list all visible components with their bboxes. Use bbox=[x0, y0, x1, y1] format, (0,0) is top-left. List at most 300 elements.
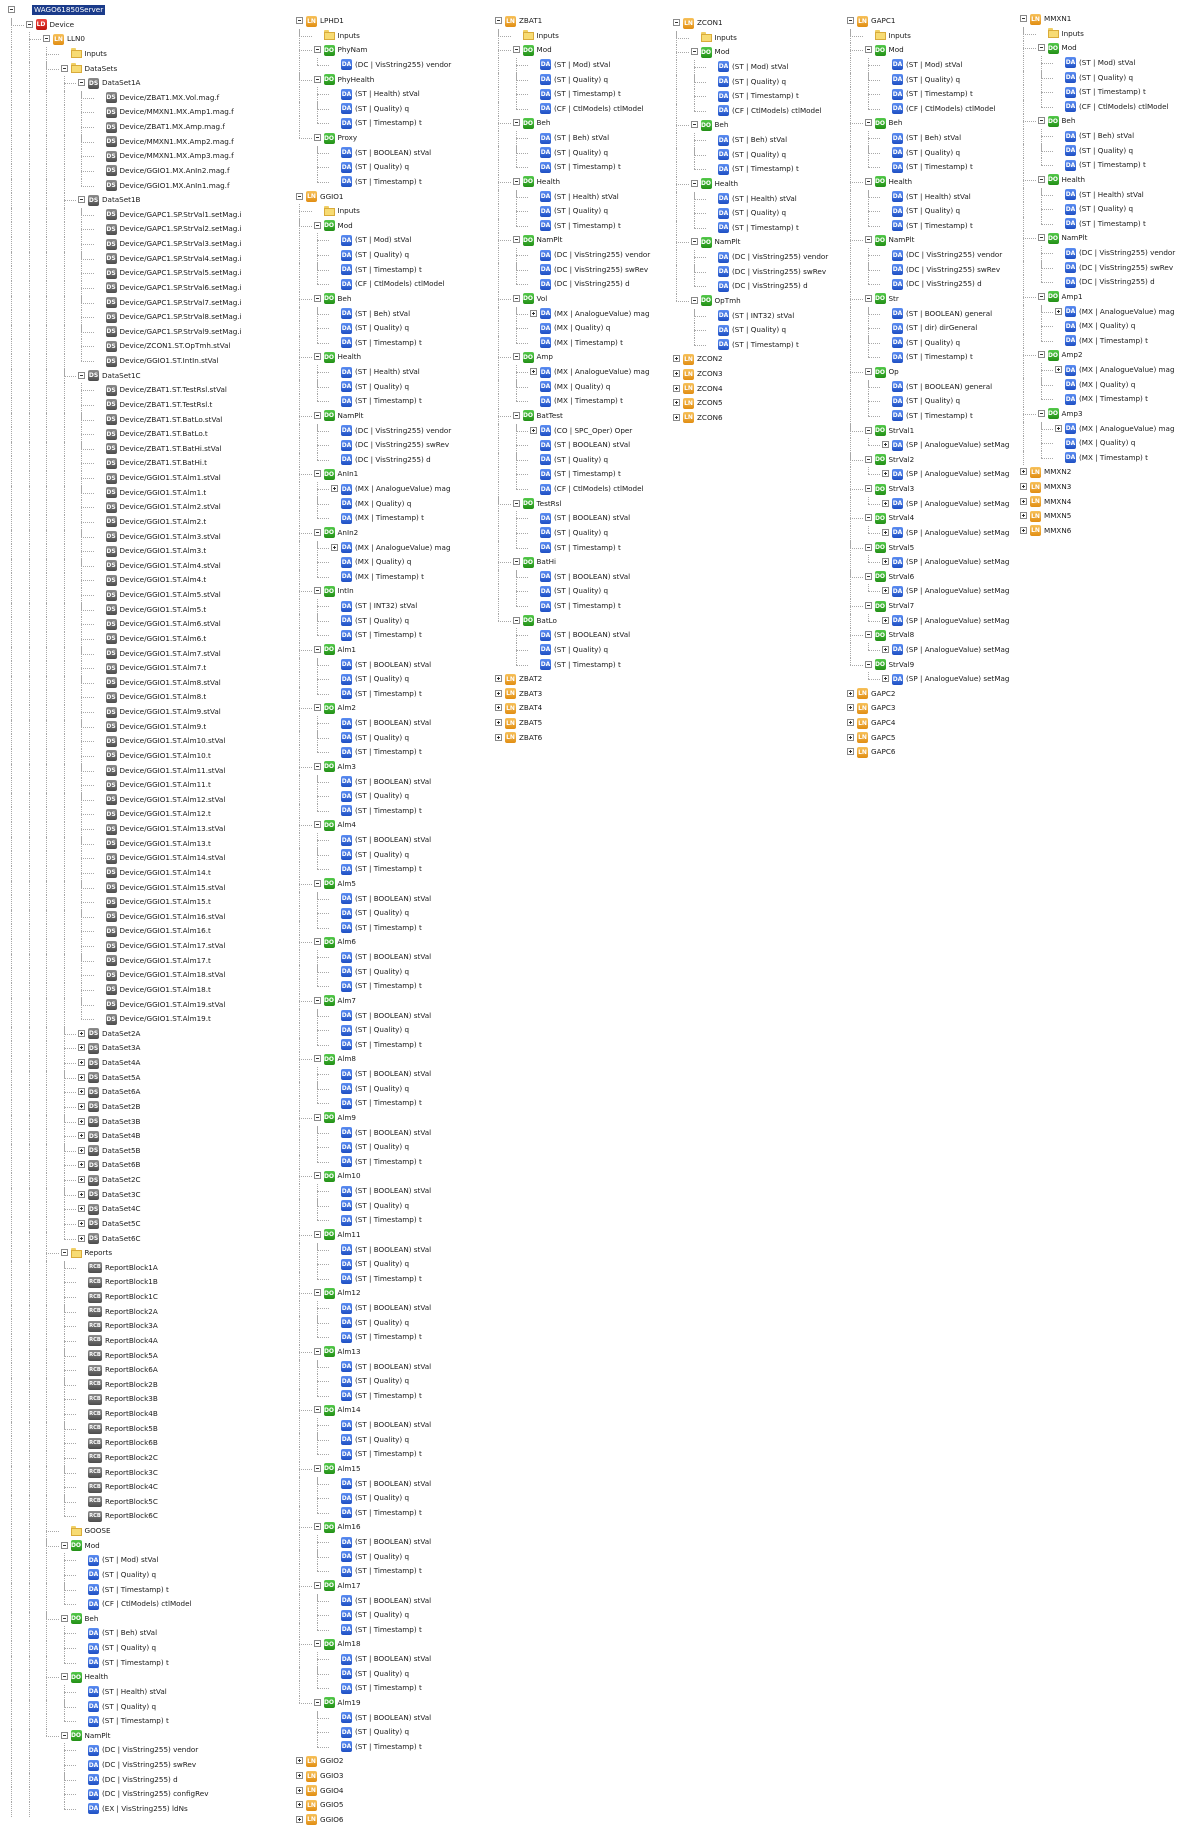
collapse-icon[interactable] bbox=[1038, 117, 1045, 124]
expand-icon[interactable] bbox=[296, 1772, 303, 1779]
expand-icon[interactable] bbox=[673, 370, 680, 377]
expand-icon[interactable] bbox=[847, 734, 854, 741]
expand-icon[interactable] bbox=[673, 399, 680, 406]
data-attribute-icon: DA bbox=[892, 397, 903, 405]
tree-guide-line bbox=[81, 135, 82, 142]
collapse-icon[interactable] bbox=[1038, 351, 1045, 358]
tree-node-label: Device bbox=[49, 19, 75, 29]
tree-node-label: DataSet4B bbox=[102, 1131, 141, 1141]
expand-icon[interactable] bbox=[882, 558, 889, 565]
collapse-icon[interactable] bbox=[314, 46, 321, 53]
collapse-icon[interactable] bbox=[61, 1542, 68, 1549]
tree-node-label: (ST | BOOLEAN) stVal bbox=[355, 1712, 432, 1722]
tree-guide-line bbox=[498, 182, 511, 183]
tree-guide-line bbox=[64, 1765, 77, 1766]
tree-node-label: Device/GGIO1.ST.Alm8.t bbox=[119, 692, 207, 702]
collapse-icon[interactable] bbox=[513, 295, 520, 302]
tree-node-label: (ST | Quality) q bbox=[906, 206, 961, 216]
tree-guide-line bbox=[516, 270, 529, 271]
collapse-icon[interactable] bbox=[314, 821, 321, 828]
tree-guide-line bbox=[299, 1403, 300, 1410]
collapse-icon[interactable] bbox=[314, 412, 321, 419]
expand-icon[interactable] bbox=[1020, 512, 1027, 519]
collapse-icon[interactable] bbox=[865, 631, 872, 638]
tree-node-label: MMXN3 bbox=[1044, 482, 1072, 491]
collapse-icon[interactable] bbox=[865, 485, 872, 492]
expand-icon[interactable] bbox=[78, 1161, 85, 1168]
logical-node-icon: LN bbox=[684, 355, 693, 363]
data-attribute-icon: DA bbox=[540, 61, 551, 69]
collapse-icon[interactable] bbox=[865, 456, 872, 463]
expand-icon[interactable] bbox=[78, 1191, 85, 1198]
collapse-icon[interactable] bbox=[1020, 15, 1027, 22]
collapse-icon[interactable] bbox=[1038, 410, 1045, 417]
collapse-icon[interactable] bbox=[61, 1249, 68, 1256]
expand-icon[interactable] bbox=[882, 500, 889, 507]
collapse-icon[interactable] bbox=[61, 65, 68, 72]
tree-guide-line bbox=[11, 1056, 12, 1071]
collapse-icon[interactable] bbox=[865, 236, 872, 243]
expand-icon[interactable] bbox=[78, 1176, 85, 1183]
tree-node-label: (ST | Mod) stVal bbox=[906, 59, 963, 69]
expand-icon[interactable] bbox=[296, 1787, 303, 1794]
collapse-icon[interactable] bbox=[673, 19, 680, 26]
collapse-icon[interactable] bbox=[314, 1465, 321, 1472]
collapse-icon[interactable] bbox=[314, 353, 321, 360]
collapse-icon[interactable] bbox=[691, 48, 698, 55]
collapse-icon[interactable] bbox=[513, 617, 520, 624]
collapse-icon[interactable] bbox=[314, 763, 321, 770]
tree-guide-line bbox=[676, 221, 677, 236]
tree-guide-line bbox=[317, 1337, 330, 1338]
tree-node-label: Device/ZBAT1.ST.BatLo.stVal bbox=[119, 414, 223, 424]
tree-guide-line bbox=[317, 1367, 330, 1368]
collapse-icon[interactable] bbox=[691, 180, 698, 187]
collapse-icon[interactable] bbox=[314, 1231, 321, 1238]
data-attribute-icon: DA bbox=[341, 836, 352, 844]
tree-node-label: Device/ZBAT1.MX.Amp.mag.f bbox=[119, 122, 225, 131]
data-attribute-icon: DA bbox=[540, 544, 551, 551]
collapse-icon[interactable] bbox=[314, 646, 321, 653]
tree-guide-line bbox=[29, 1188, 30, 1203]
expand-icon[interactable] bbox=[1020, 483, 1027, 490]
tree-guide-line bbox=[676, 45, 677, 52]
tree-guide-line bbox=[516, 343, 529, 344]
tree-guide-line bbox=[868, 167, 881, 168]
collapse-icon[interactable] bbox=[314, 704, 321, 711]
tree-guide-line bbox=[29, 1524, 30, 1539]
tree-guide-line bbox=[81, 507, 94, 508]
collapse-icon[interactable] bbox=[314, 1289, 321, 1296]
collapse-icon[interactable] bbox=[314, 1523, 321, 1530]
collapse-icon[interactable] bbox=[1038, 293, 1045, 300]
expand-icon[interactable] bbox=[882, 470, 889, 477]
tree-node-label: Alm4 bbox=[337, 820, 356, 830]
tree-guide-line bbox=[850, 219, 851, 234]
expand-icon[interactable] bbox=[331, 544, 338, 551]
tree-node-label: Alm1 bbox=[337, 644, 356, 654]
tree-guide-line bbox=[299, 825, 312, 826]
tree-guide-line bbox=[46, 91, 47, 106]
tree-guide-line bbox=[46, 749, 47, 764]
data-attribute-icon: DA bbox=[540, 470, 551, 478]
collapse-icon[interactable] bbox=[513, 119, 520, 126]
tree-guide-line bbox=[64, 105, 65, 120]
tree-guide-line bbox=[676, 301, 689, 302]
tree-guide-line bbox=[46, 778, 47, 793]
collapse-icon[interactable] bbox=[26, 21, 33, 28]
collapse-icon[interactable] bbox=[513, 178, 520, 185]
tree-guide-line bbox=[868, 679, 881, 680]
tree-guide-line bbox=[29, 1509, 30, 1524]
tree-guide-line bbox=[29, 1700, 30, 1715]
collapse-icon[interactable] bbox=[1038, 176, 1045, 183]
tree-node-label: DataSet3B bbox=[102, 1116, 141, 1126]
dataset-icon: DS bbox=[88, 1088, 99, 1096]
tree-node-label: Alm17 bbox=[337, 1580, 361, 1590]
expand-icon[interactable] bbox=[847, 748, 854, 755]
collapse-icon[interactable] bbox=[865, 295, 872, 302]
tree-node-label: GAPC3 bbox=[871, 703, 896, 713]
expand-icon[interactable] bbox=[530, 368, 537, 375]
expand-icon[interactable] bbox=[78, 1074, 85, 1081]
tree-node-label: (ST | Quality) q bbox=[554, 147, 609, 157]
tree-guide-line bbox=[317, 248, 318, 255]
expand-icon[interactable] bbox=[673, 355, 680, 362]
tree-guide-line bbox=[64, 1656, 65, 1663]
tree-guide-line bbox=[498, 380, 499, 395]
tree-guide-line bbox=[46, 413, 47, 428]
logical-node-icon: LN bbox=[684, 19, 693, 27]
tree-guide-line bbox=[46, 105, 47, 120]
tree-guide-line bbox=[694, 228, 707, 229]
data-attribute-icon: DA bbox=[892, 207, 903, 215]
tree-guide-line bbox=[11, 105, 12, 120]
collapse-icon[interactable] bbox=[314, 222, 321, 229]
expand-icon[interactable] bbox=[882, 646, 889, 653]
expand-icon[interactable] bbox=[1055, 308, 1062, 315]
tree-guide-line bbox=[850, 116, 851, 123]
collapse-icon[interactable] bbox=[865, 368, 872, 375]
collapse-icon[interactable] bbox=[78, 79, 85, 86]
expand-icon[interactable] bbox=[78, 1103, 85, 1110]
expand-icon[interactable] bbox=[882, 441, 889, 448]
tree-guide-line bbox=[694, 309, 695, 316]
collapse-icon[interactable] bbox=[865, 602, 872, 609]
tree-node-label: (DC | VisString255) swRev bbox=[355, 440, 450, 450]
collapse-icon[interactable] bbox=[314, 1055, 321, 1062]
data-attribute-icon: DA bbox=[1065, 132, 1076, 140]
expand-icon[interactable] bbox=[78, 1220, 85, 1227]
collapse-icon[interactable] bbox=[513, 353, 520, 360]
collapse-icon[interactable] bbox=[78, 372, 85, 379]
collapse-icon[interactable] bbox=[865, 514, 872, 521]
tree-guide-line bbox=[11, 296, 12, 311]
expand-icon[interactable] bbox=[78, 1030, 85, 1037]
tree-node-label: (ST | BOOLEAN) stVal bbox=[355, 1244, 432, 1254]
collapse-icon[interactable] bbox=[865, 573, 872, 580]
expand-icon[interactable] bbox=[78, 1044, 85, 1051]
tree-guide-line bbox=[516, 460, 529, 461]
collapse-icon[interactable] bbox=[513, 236, 520, 243]
expand-icon[interactable] bbox=[847, 704, 854, 711]
collapse-icon[interactable] bbox=[1038, 234, 1045, 241]
data-attribute-icon: DA bbox=[341, 953, 352, 961]
expand-icon[interactable] bbox=[296, 1801, 303, 1808]
collapse-icon[interactable] bbox=[61, 1732, 68, 1739]
expand-icon[interactable] bbox=[882, 529, 889, 536]
tree-guide-line bbox=[29, 47, 30, 62]
collapse-icon[interactable] bbox=[691, 238, 698, 245]
collapse-icon[interactable] bbox=[1038, 44, 1045, 51]
dataset-icon: DS bbox=[106, 693, 116, 701]
dataset-icon: DS bbox=[106, 781, 116, 789]
expand-icon[interactable] bbox=[78, 1147, 85, 1154]
collapse-icon[interactable] bbox=[8, 6, 15, 13]
tree-node-label: Alm13 bbox=[337, 1346, 361, 1356]
expand-icon[interactable] bbox=[78, 1059, 85, 1066]
tree-guide-line bbox=[516, 474, 529, 475]
collapse-icon[interactable] bbox=[314, 997, 321, 1004]
tree-node-label: StrVal5 bbox=[888, 542, 915, 552]
expand-icon[interactable] bbox=[847, 690, 854, 697]
collapse-icon[interactable] bbox=[314, 1640, 321, 1647]
tree-node-label: Device/GGIO1.ST.Alm11.stVal bbox=[119, 765, 226, 775]
tree-guide-line bbox=[868, 343, 881, 344]
tree-guide-line bbox=[317, 1674, 330, 1675]
expand-icon[interactable] bbox=[296, 1816, 303, 1823]
tree-guide-line bbox=[64, 515, 65, 530]
tree-guide-line bbox=[317, 855, 330, 856]
tree-guide-line bbox=[29, 998, 30, 1013]
tree-node-label: (ST | Timestamp) t bbox=[355, 118, 422, 128]
expand-icon[interactable] bbox=[78, 1088, 85, 1095]
data-attribute-icon: DA bbox=[341, 1099, 352, 1107]
tree-node-label: (ST | Health) stVal bbox=[1079, 189, 1144, 199]
collapse-icon[interactable] bbox=[314, 1406, 321, 1413]
expand-icon[interactable] bbox=[530, 310, 537, 317]
tree-guide-line bbox=[317, 892, 318, 899]
collapse-icon[interactable] bbox=[513, 46, 520, 53]
dataset-icon: DS bbox=[106, 284, 116, 292]
dataset-icon: DS bbox=[106, 240, 116, 248]
tree-guide-line bbox=[317, 1038, 318, 1045]
tree-guide-line bbox=[29, 573, 30, 588]
tree-guide-line bbox=[64, 1626, 65, 1633]
tree-guide-line bbox=[46, 1619, 59, 1620]
expand-icon[interactable] bbox=[78, 1132, 85, 1139]
collapse-icon[interactable] bbox=[513, 412, 520, 419]
data-attribute-icon: DA bbox=[341, 1377, 352, 1385]
tree-guide-line bbox=[46, 1670, 47, 1677]
tree-guide-line bbox=[317, 1279, 330, 1280]
expand-icon[interactable] bbox=[530, 427, 537, 434]
tree-guide-line bbox=[64, 1560, 77, 1561]
collapse-icon[interactable] bbox=[314, 1114, 321, 1121]
expand-icon[interactable] bbox=[78, 1118, 85, 1125]
tree-guide-line bbox=[64, 1583, 65, 1590]
collapse-icon[interactable] bbox=[61, 1615, 68, 1622]
collapse-icon[interactable] bbox=[314, 587, 321, 594]
tree-node-label: Beh bbox=[714, 120, 729, 130]
tree-node-label: (ST | Timestamp) t bbox=[1079, 87, 1146, 97]
tree-guide-line bbox=[29, 1349, 30, 1364]
tree-guide-line bbox=[317, 1147, 330, 1148]
data-object-icon: DO bbox=[70, 1732, 82, 1740]
expand-icon[interactable] bbox=[495, 704, 502, 711]
data-attribute-icon: DA bbox=[1065, 264, 1076, 272]
tree-guide-line bbox=[11, 1422, 12, 1437]
tree-guide-line bbox=[46, 1531, 59, 1532]
tree-node-label: (ST | Health) stVal bbox=[102, 1686, 167, 1696]
tree-guide-line bbox=[46, 1392, 47, 1407]
data-attribute-icon: DA bbox=[341, 792, 352, 800]
tree-guide-line bbox=[64, 720, 65, 735]
data-object-icon: DO bbox=[1047, 293, 1059, 301]
expand-icon[interactable] bbox=[296, 1757, 303, 1764]
tree-guide-line bbox=[46, 1524, 47, 1531]
collapse-icon[interactable] bbox=[314, 134, 321, 141]
tree-guide-line bbox=[64, 310, 65, 325]
collapse-icon[interactable] bbox=[865, 119, 872, 126]
expand-icon[interactable] bbox=[78, 1235, 85, 1242]
tree-guide-line bbox=[11, 1027, 12, 1042]
collapse-icon[interactable] bbox=[314, 1699, 321, 1706]
collapse-icon[interactable] bbox=[847, 17, 854, 24]
tree-guide-line bbox=[46, 1085, 47, 1100]
tree-guide-line bbox=[46, 1685, 47, 1700]
tree-node-label: Device/GAPC1.SP.StrVal7.setMag.i bbox=[119, 297, 242, 307]
tree-node-label: DataSet4C bbox=[102, 1204, 141, 1214]
tree-guide-line bbox=[11, 427, 12, 442]
expand-icon[interactable] bbox=[882, 617, 889, 624]
tree-node-label: Device/GGIO1.ST.Alm14.stVal bbox=[119, 853, 226, 863]
data-object-icon: DO bbox=[700, 297, 712, 305]
collapse-icon[interactable] bbox=[314, 1582, 321, 1589]
collapse-icon[interactable] bbox=[43, 35, 50, 42]
collapse-icon[interactable] bbox=[865, 544, 872, 551]
expand-icon[interactable] bbox=[882, 675, 889, 682]
collapse-icon[interactable] bbox=[865, 178, 872, 185]
collapse-icon[interactable] bbox=[513, 558, 520, 565]
collapse-icon[interactable] bbox=[865, 661, 872, 668]
tree-node-label: DataSet2B bbox=[102, 1101, 141, 1111]
dataset-icon: DS bbox=[88, 1030, 99, 1038]
tree-node-label: NamPlt bbox=[714, 237, 741, 247]
expand-icon[interactable] bbox=[1020, 468, 1027, 475]
tree-guide-line bbox=[299, 277, 300, 292]
collapse-icon[interactable] bbox=[61, 1673, 68, 1680]
collapse-icon[interactable] bbox=[314, 295, 321, 302]
collapse-icon[interactable] bbox=[314, 470, 321, 477]
tree-guide-line bbox=[81, 186, 94, 187]
expand-icon[interactable] bbox=[1020, 498, 1027, 505]
dataset-icon: DS bbox=[88, 1118, 99, 1125]
collapse-icon[interactable] bbox=[865, 427, 872, 434]
data-attribute-icon: DA bbox=[1065, 147, 1076, 155]
collapse-icon[interactable] bbox=[314, 1172, 321, 1179]
report-control-block-icon: RCB bbox=[88, 1379, 102, 1390]
collapse-icon[interactable] bbox=[314, 76, 321, 83]
data-attribute-icon: DA bbox=[341, 1333, 352, 1341]
expand-icon[interactable] bbox=[882, 587, 889, 594]
tree-guide-line bbox=[694, 148, 695, 155]
expand-icon[interactable] bbox=[847, 719, 854, 726]
tree-guide-line bbox=[11, 617, 12, 632]
expand-icon[interactable] bbox=[495, 734, 502, 741]
data-attribute-icon: DA bbox=[718, 312, 729, 319]
tree-guide-line bbox=[46, 1144, 47, 1159]
data-attribute-icon: DA bbox=[718, 209, 729, 217]
expand-icon[interactable] bbox=[495, 719, 502, 726]
tree-guide-line bbox=[29, 661, 30, 676]
data-object-icon: DO bbox=[323, 1289, 335, 1297]
collapse-icon[interactable] bbox=[314, 880, 321, 887]
data-attribute-icon: DA bbox=[540, 441, 551, 449]
tree-node-label: Mod bbox=[536, 45, 552, 55]
tree-guide-line bbox=[29, 1422, 30, 1437]
collapse-icon[interactable] bbox=[296, 17, 303, 24]
collapse-icon[interactable] bbox=[865, 46, 872, 53]
tree-node-label: (ST | Timestamp) t bbox=[355, 1273, 422, 1283]
collapse-icon[interactable] bbox=[691, 121, 698, 128]
tree-node-label: (ST | Quality) q bbox=[1079, 145, 1134, 155]
dataset-icon: DS bbox=[106, 211, 116, 219]
tree-guide-line bbox=[81, 895, 82, 902]
tree-guide-line bbox=[81, 683, 94, 684]
collapse-icon[interactable] bbox=[314, 529, 321, 536]
tree-guide-line bbox=[11, 1232, 12, 1247]
data-attribute-icon: DA bbox=[341, 1202, 352, 1210]
tree-guide-line bbox=[81, 420, 94, 421]
tree-guide-line bbox=[1041, 341, 1054, 342]
tree-guide-line bbox=[46, 149, 47, 164]
collapse-icon[interactable] bbox=[78, 196, 85, 203]
expand-icon[interactable] bbox=[1055, 425, 1062, 432]
tree-guide-line bbox=[46, 1027, 47, 1042]
tree-guide-line bbox=[29, 91, 30, 106]
collapse-icon[interactable] bbox=[495, 17, 502, 24]
expand-icon[interactable] bbox=[1055, 366, 1062, 373]
collapse-icon[interactable] bbox=[296, 193, 303, 200]
collapse-icon[interactable] bbox=[314, 1348, 321, 1355]
tree-guide-line bbox=[850, 190, 851, 205]
expand-icon[interactable] bbox=[495, 675, 502, 682]
data-attribute-icon: DA bbox=[892, 646, 903, 654]
collapse-icon[interactable] bbox=[314, 938, 321, 945]
expand-icon[interactable] bbox=[1020, 527, 1027, 534]
tree-guide-line bbox=[46, 1612, 47, 1619]
tree-guide-line bbox=[64, 1158, 65, 1165]
tree-guide-line bbox=[11, 1714, 12, 1729]
tree-guide-line bbox=[11, 851, 12, 866]
tree-guide-line bbox=[317, 87, 318, 94]
collapse-icon[interactable] bbox=[513, 500, 520, 507]
expand-icon[interactable] bbox=[673, 414, 680, 421]
tree-guide-line bbox=[29, 427, 30, 442]
expand-icon[interactable] bbox=[495, 690, 502, 697]
tree-guide-line bbox=[317, 789, 318, 796]
tree-guide-line bbox=[29, 690, 30, 705]
collapse-icon[interactable] bbox=[691, 297, 698, 304]
expand-icon[interactable] bbox=[78, 1205, 85, 1212]
tree-node-label: Device/ZBAT1.ST.BatHi.t bbox=[119, 458, 208, 468]
tree-guide-line bbox=[516, 153, 529, 154]
data-attribute-icon: DA bbox=[892, 149, 903, 157]
expand-icon[interactable] bbox=[673, 385, 680, 392]
expand-icon[interactable] bbox=[331, 485, 338, 492]
tree-guide-line bbox=[317, 635, 330, 636]
